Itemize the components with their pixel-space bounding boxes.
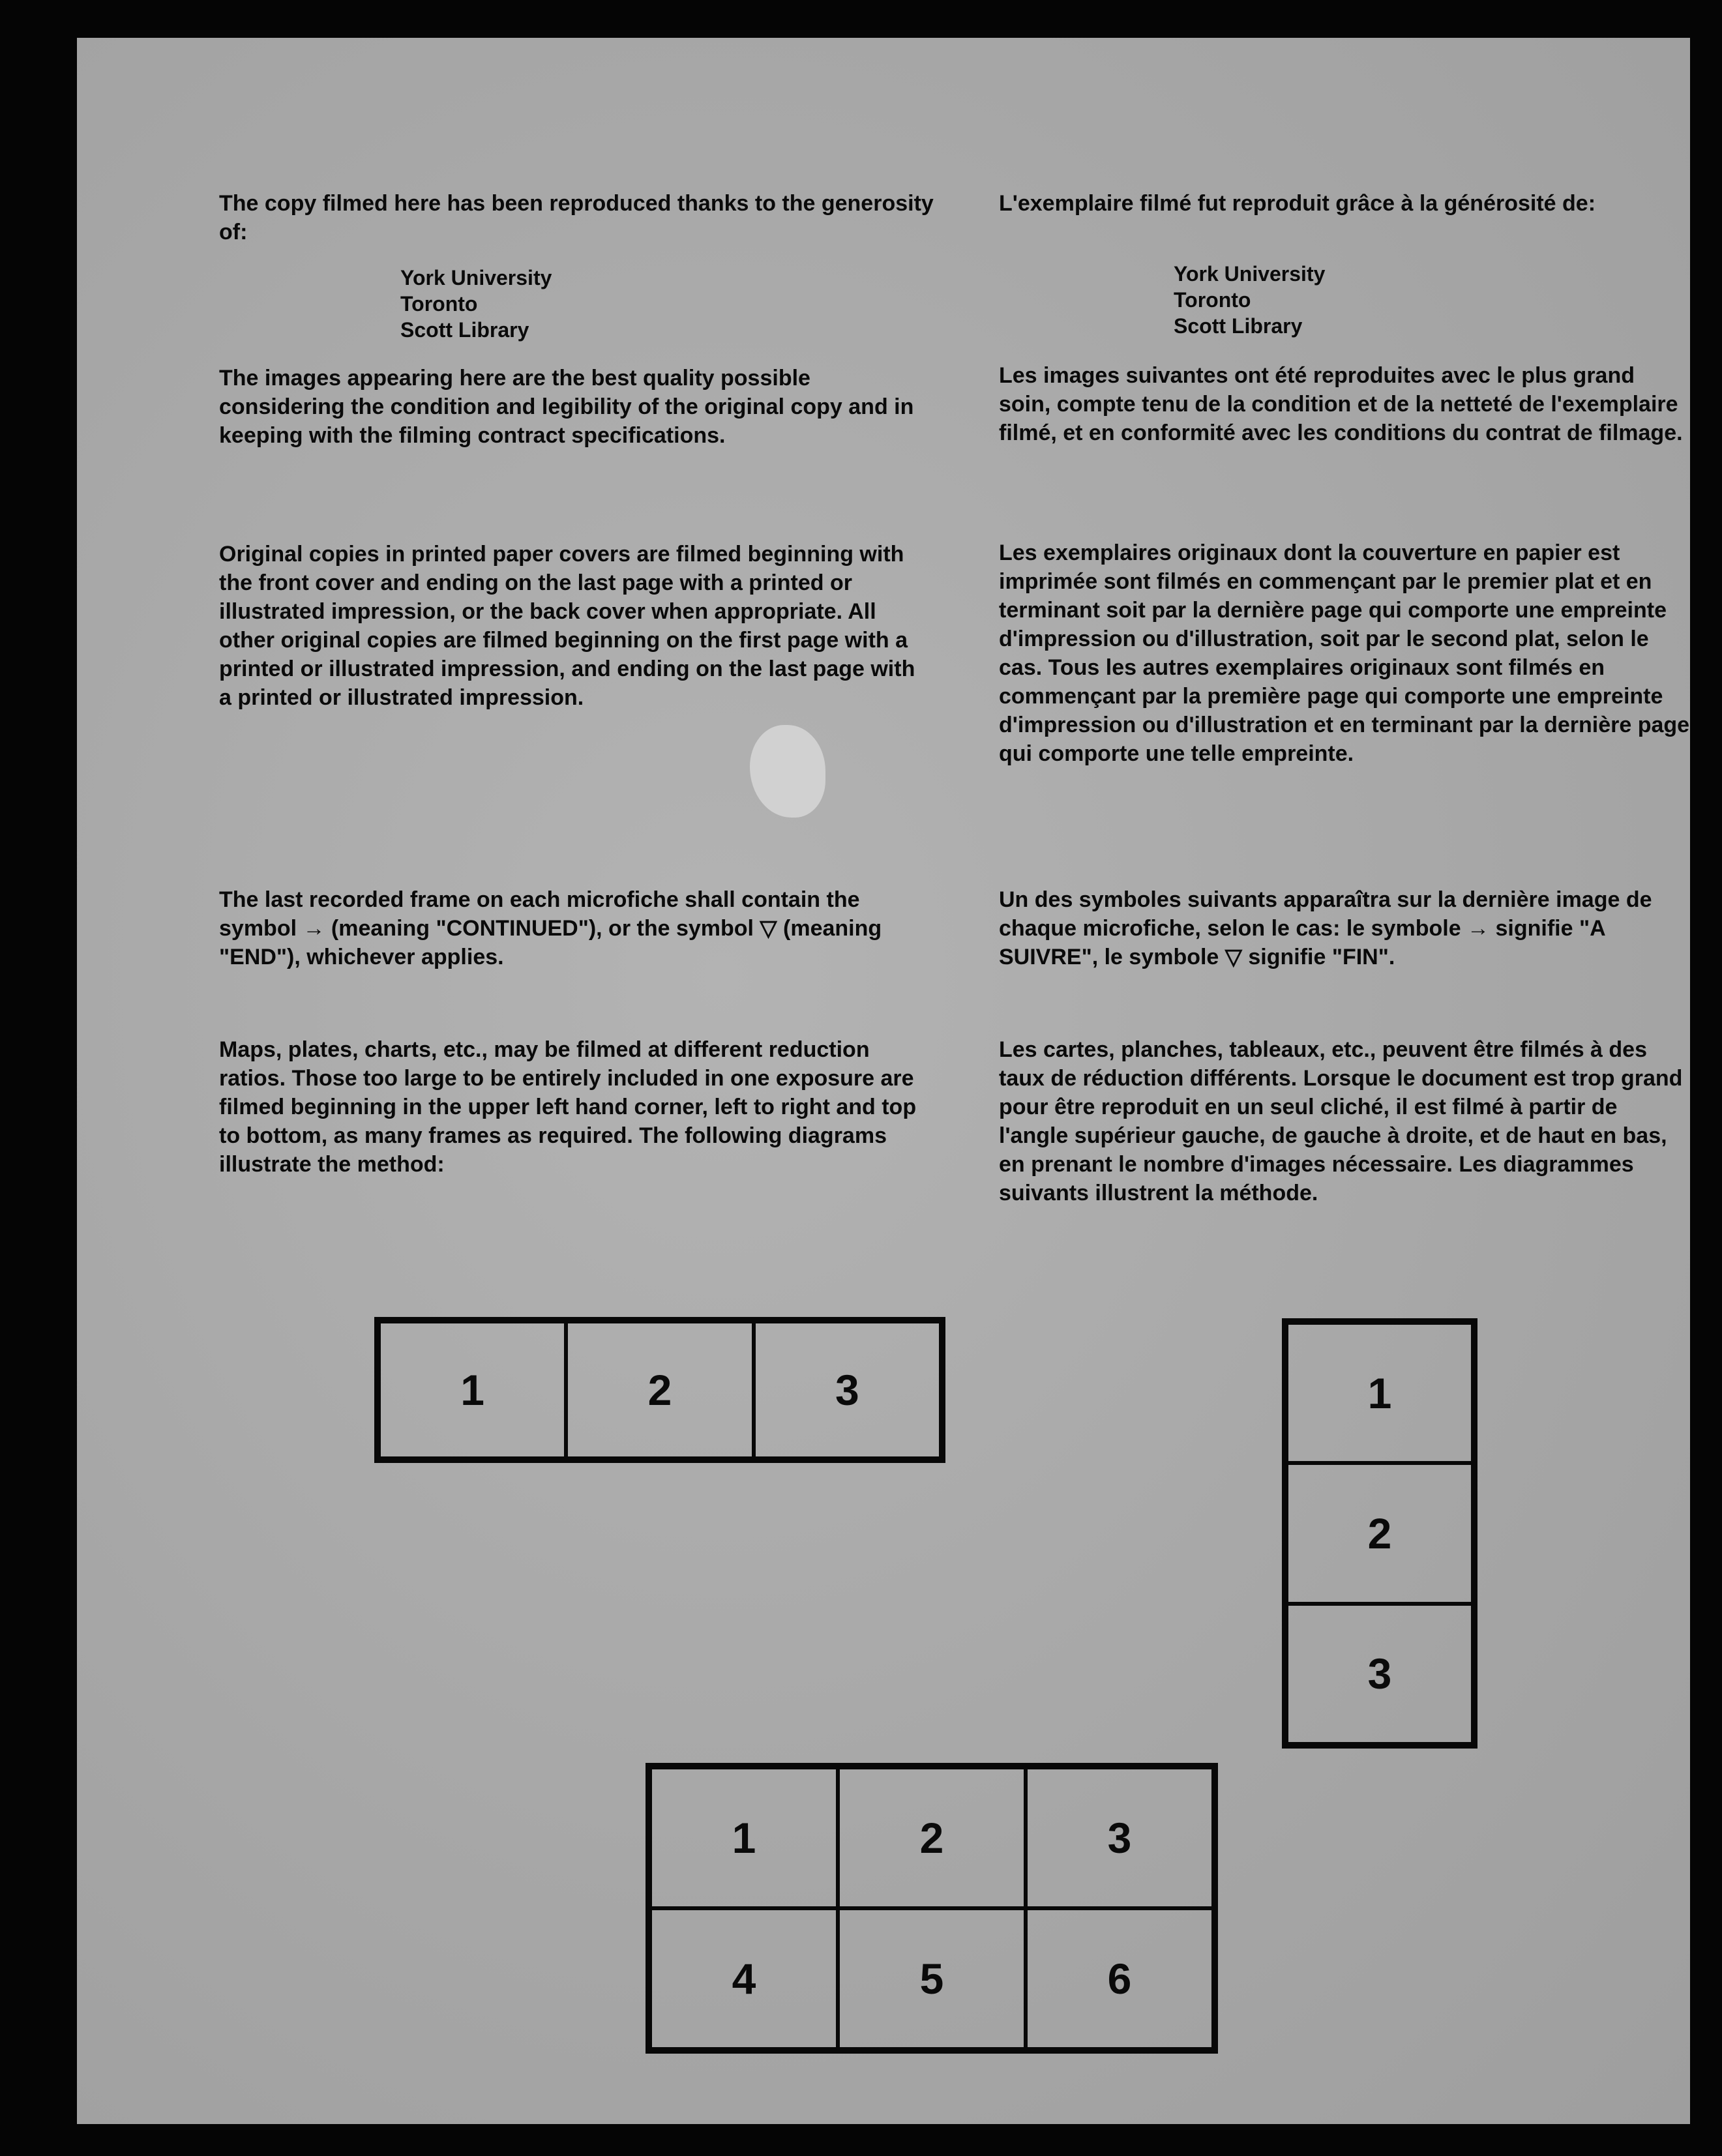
- french-intro-text: L'exemplaire filmé fut reproduit grâce à la générosité de:: [999, 191, 1596, 216]
- english-intro-text: The copy filmed here has been reproduced thanks to the generosity of:: [219, 191, 934, 244]
- french-last-frame-paragraph: Un des symboles suivants apparaîtra sur la dernière image de chaque microfiche, selon le cas: le symbole → signifie "A SUIVRE", le symbole ▽ signifie "FIN".: [999, 887, 1652, 969]
- diagram-cell: 2: [566, 1322, 753, 1458]
- english-institution-library: Scott Library: [400, 318, 529, 342]
- french-original-copies-paragraph: Les exemplaires originaux dont la couverture en papier est imprimée sont filmés en commençant par le premier plat et en terminant soit par la dernière page qui comporte une empreinte d'impression ou d'illustration, soit par le second plat, selon le cas. Tous les autres exemplaires originaux sont filmés en commençant par la première page qui comporte une empreinte d'impression ou d'illustration et en terminant par la dernière page qui comporte une telle empreinte.: [999, 540, 1690, 766]
- diagram-cell: 4: [650, 1908, 838, 2049]
- grid-frame-diagram: [646, 1763, 1218, 2054]
- english-quality-paragraph: The images appearing here are the best quality possible considering the condition and legibility of the original copy and in keeping with the filming contract specifications.: [219, 366, 914, 448]
- french-quality-paragraph: Les images suivantes ont été reproduites avec le plus grand soin, compte tenu de la condition et de la netteté de l'exemplaire filmé, et en conformité avec les conditions du contrat de filmage.: [999, 363, 1683, 445]
- vertical-frame-diagram: [1282, 1318, 1477, 1749]
- diagram-cell: 3: [1286, 1604, 1473, 1744]
- diagram-cell: 2: [1286, 1463, 1473, 1603]
- english-institution-name: York University: [400, 266, 552, 289]
- diagram-cell: 3: [754, 1322, 941, 1458]
- english-intro: [219, 189, 936, 246]
- french-institution-name: York University: [1174, 262, 1326, 286]
- french-institution-city: Toronto: [1174, 288, 1251, 312]
- french-intro: [999, 189, 1651, 218]
- english-original-copies-paragraph: Original copies in printed paper covers are filmed beginning with the front cover and ending on the last page with a printed or illustrated impression, or the back cover when appropriate. All other original copies are filmed beginning on the first page with a printed or illustrated impression, and ending on the last page with a printed or illustrated impression.: [219, 542, 915, 710]
- diagram-cell: 1: [650, 1767, 838, 1908]
- french-maps-paragraph: Les cartes, planches, tableaux, etc., peuvent être filmés à des taux de réduction différents. Lorsque le document est trop grand pour être reproduit en un seul cliché, il est filmé à partir de l'angle supérieur gauche, de gauche à droite, et de haut en bas, en prenant le nombre d'images nécessaire. Les diagrammes suivants illustrent la méthode.: [999, 1037, 1683, 1205]
- diagram-cell: 1: [379, 1322, 566, 1458]
- horizontal-frame-diagram: [374, 1317, 945, 1463]
- english-maps-paragraph: Maps, plates, charts, etc., may be filmed at different reduction ratios. Those too large to be entirely included in one exposure are filmed beginning in the upper left hand corner, left to right and top to bottom, as many frames as required. The following diagrams illustrate the method:: [219, 1037, 917, 1177]
- diagram-cell: 6: [1026, 1908, 1213, 2049]
- diagram-cell: 5: [838, 1908, 1026, 2049]
- english-last-frame-paragraph: The last recorded frame on each microfiche shall contain the symbol → (meaning "CONTINUED"), or the symbol ▽ (meaning "END"), whichever applies.: [219, 887, 882, 969]
- diagram-cell: 2: [838, 1767, 1026, 1908]
- diagram-cell: 1: [1286, 1323, 1473, 1463]
- diagram-cell: 3: [1026, 1767, 1213, 1908]
- filming-notice-page: [77, 38, 1690, 2124]
- french-institution: [1174, 261, 1325, 339]
- paper-blemish: [750, 725, 825, 818]
- french-institution-library: Scott Library: [1174, 314, 1303, 338]
- english-institution-city: Toronto: [400, 292, 478, 316]
- english-institution: [400, 265, 552, 343]
